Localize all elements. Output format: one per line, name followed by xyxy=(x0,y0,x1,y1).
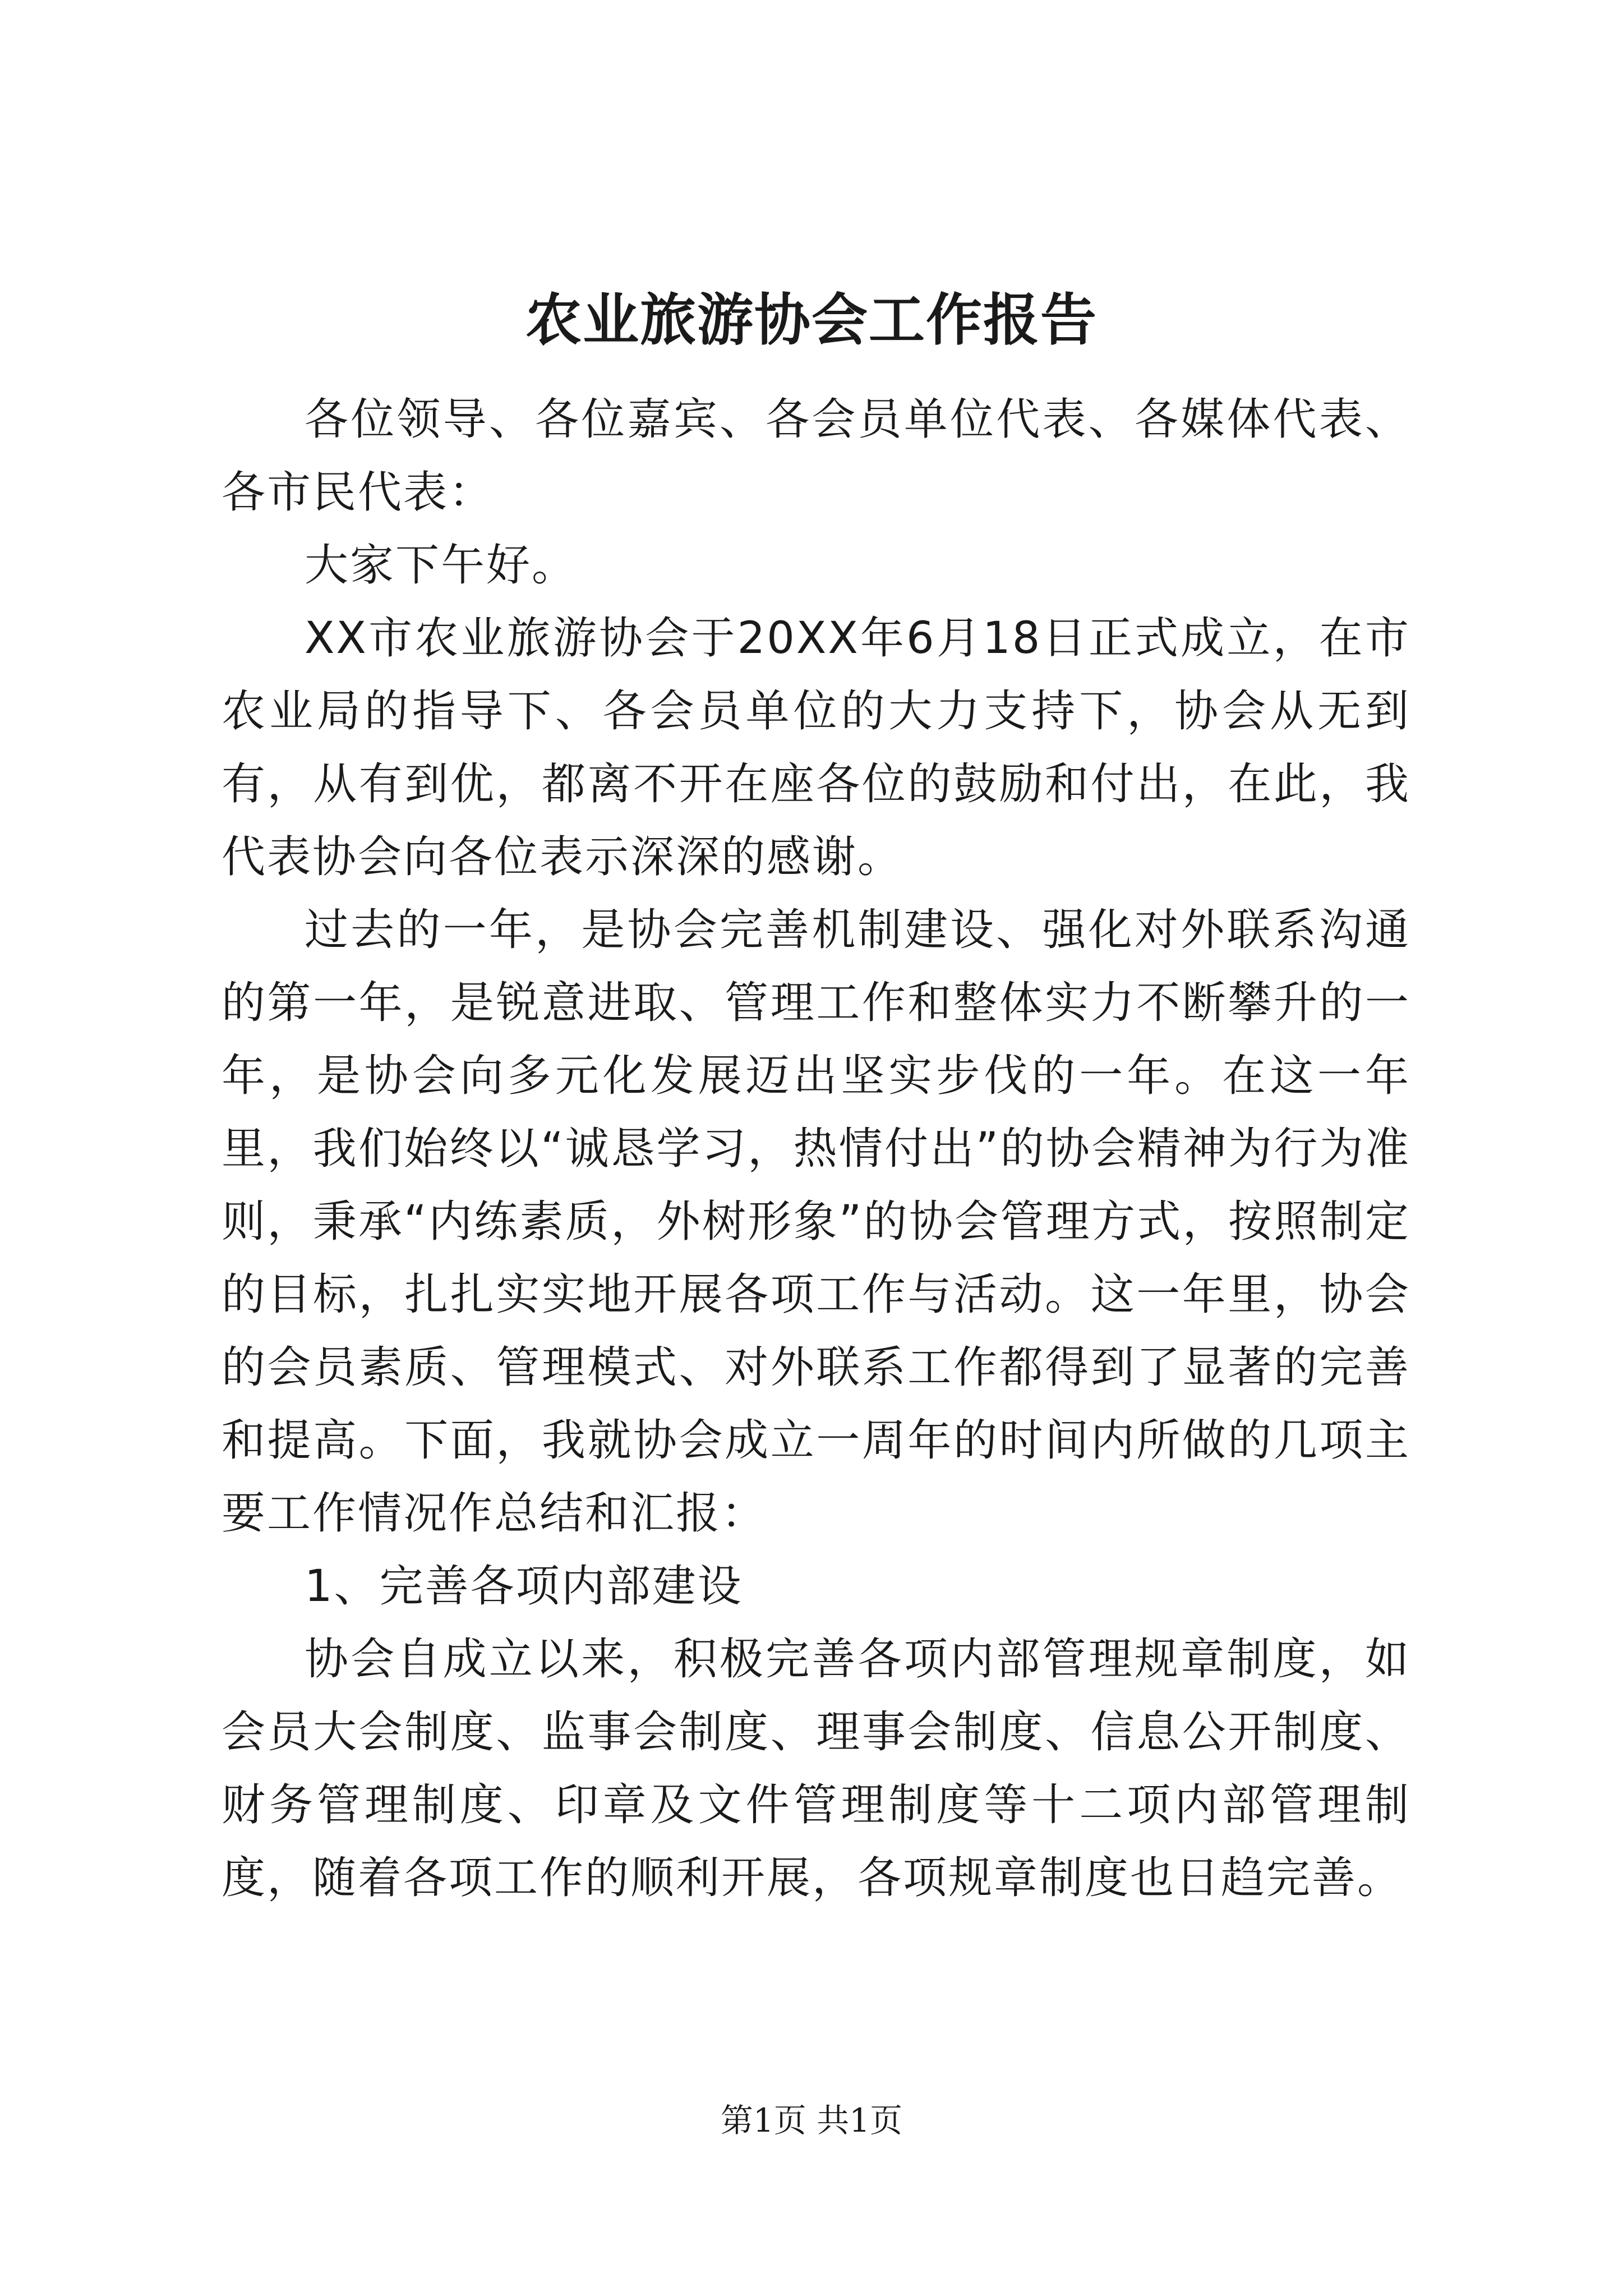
paragraph-salutation: 各位领导、各位嘉宾、各会员单位代表、各媒体代表、各市民代表： xyxy=(222,394,1410,518)
paragraph-greeting: 大家下午好。 xyxy=(305,540,578,591)
section-heading-internal-construction: 1、完善各项内部建设 xyxy=(305,1561,743,1612)
paragraph-internal-rules: 协会自成立以来，积极完善各项内部管理规章制度，如会员大会制度、监事会制度、理事会制度、信息公开制度、财务管理制度、印章及文件管理制度等十二项内部管理制度，随着各项工作的顺利开展，各项规章制度也日趋完善。 xyxy=(222,1634,1410,1903)
paragraph-year-review: 过去的一年，是协会完善机制建设、强化对外联系沟通的第一年，是锐意进取、管理工作和整体实力不断攀升的一年，是协会向多元化发展迈出坚实步伐的一年。在这一年里，我们始终以“诚恳学习，热情付出”的协会精神为行为准则，秉承“内练素质，外树形象”的协会管理方式，按照制定的目标，扎扎实实地开展各项工作与活动。这一年里，协会的会员素质、管理模式、对外联系工作都得到了显著的完善和提高。下面，我就协会成立一周年的时间内所做的几项主要工作情况作总结和汇报： xyxy=(222,905,1410,1539)
page-number-footer: 第1页 共1页 xyxy=(720,2101,903,2139)
document-body xyxy=(222,383,1410,1915)
document-title: 农业旅游协会工作报告 xyxy=(525,287,1098,353)
paragraph-founding: XX市农业旅游协会于20XX年6月18日正式成立，在市农业局的指导下、各会员单位的大力支持下，协会从无到有，从有到优，都离不开在座各位的鼓励和付出，在此，我代表协会向各位表示深深的感谢。 xyxy=(222,613,1410,882)
